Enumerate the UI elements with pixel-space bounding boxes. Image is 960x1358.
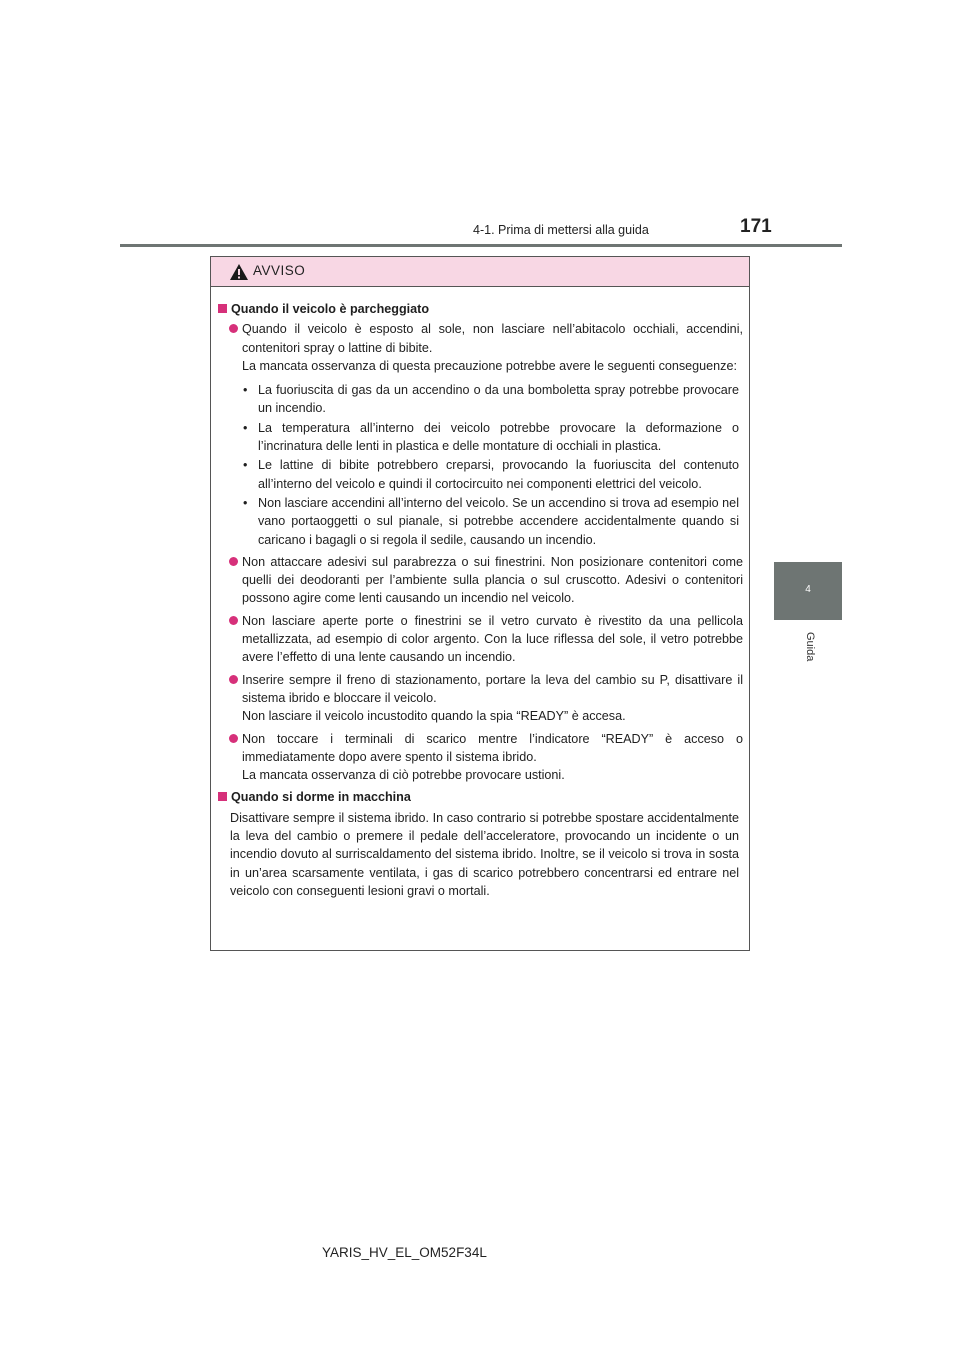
warning-header [211,257,749,287]
warning-item [218,553,743,608]
warning-item [218,671,743,726]
list-item: • La fuoriuscita di gas da un accendino o da una bomboletta spray potrebbe provocare un incendio. [242,381,743,418]
circle-bullet-icon [229,557,238,566]
item-paragraph: Non attaccare adesivi sul parabrezza o sui finestrini. Non posizionare contenitori come quelli dei deodoranti per l’ambiente sulla plancia o sul cruscotto. Adesivi o contenitori possono agire come lenti causando un incendio nel veicolo. [242,554,743,606]
warning-section-sleeping [218,788,743,900]
warning-body [211,287,749,900]
square-bullet-icon [218,792,227,801]
circle-bullet-icon [229,324,238,333]
consequence-list [242,381,743,549]
section-paragraph: Disattivare sempre il sistema ibrido. In caso contrario si potrebbe spostare accidentalmente la leva del cambio o premere il pedale dell’acceleratore, provocando un incidente o un incendio dovuto al surriscaldamento del sistema ibrido. Inoltre, se il veicolo si trova in sosta in un’area scarsamente ventilata, i gas di scarico potrebbero concentrarsi ed entrare nel veicolo con conseguenti lesioni gravi o mortali. [230,810,739,898]
circle-bullet-icon [229,734,238,743]
section-heading-text: Quando il veicolo è parcheggiato [231,302,430,316]
chapter-label: Guida [804,632,816,662]
square-bullet-icon [218,304,227,313]
item-paragraph: Non toccare i terminali di scarico mentre l’indicatore “READY” è acceso o immediatamente dopo avere spento il sistema ibrido. [242,731,743,764]
warning-item [218,730,743,785]
circle-bullet-icon [229,675,238,684]
warning-section-parked [218,300,743,784]
item-paragraph: La mancata osservanza di ciò potrebbe provocare ustioni. [242,768,565,783]
document-code: YARIS_HV_EL_OM52F34L [322,1245,487,1260]
chapter-label-box [782,632,842,672]
page-number: 171 [740,216,772,237]
section-title: 4-1. Prima di mettersi alla guida [473,223,649,237]
section-heading-text: Quando si dorme in macchina [231,790,411,805]
item-paragraph: La mancata osservanza di questa precauzione potrebbe avere le seguenti conseguenze: [242,358,737,373]
header-rule [120,244,842,247]
section-body [218,809,743,900]
list-item: • La temperatura all’interno dei veicolo potrebbe provocare la deformazione o l’incrinatura delle lenti in plastica e delle montature di occhiali in plastica. [242,419,743,456]
warning-triangle-icon [229,263,249,281]
circle-bullet-icon [229,616,238,625]
item-paragraph: Non lasciare aperte porte o finestrini se il vetro curvato è rivestito da una pellicola metallizzata, ad esempio di color argento. Con la luce riflessa del sole, il vetro potrebbe avere l’effetto di una lente causando un incendio. [242,613,743,665]
warning-item [218,320,743,549]
warning-box [210,256,750,951]
item-paragraph: Inserire sempre il freno di stazionamento, portare la leva del cambio su P, disattivare il sistema ibrido e bloccare il veicolo. [242,672,743,705]
list-item: • Le lattine di bibite potrebbero creparsi, provocando la fuoriuscita del contenuto all’interno del veicolo e quindi il cortocircuito nei componenti elettrici del veicolo. [242,456,743,493]
warning-item [218,612,743,667]
chapter-number: 4 [805,584,811,595]
item-paragraph: Quando il veicolo è esposto al sole, non lasciare nell’abitacolo occhiali, accendini, contenitori spray o lattine di bibite. [242,322,743,355]
warning-title: AVVISO [253,263,306,278]
section-heading [218,788,743,806]
chapter-tab [774,562,842,620]
item-paragraph: Non lasciare il veicolo incustodito quando la spia “READY” è accesa. [242,709,626,724]
list-item: • Non lasciare accendini all’interno del veicolo. Se un accendino si trova ad esempio nel vano portaoggetti o sul pianale, si potrebbe accendere accidentalmente quando si caricano i bagagli o si regola il sedile, causando un incendio. [242,494,743,549]
section-heading [218,300,743,318]
